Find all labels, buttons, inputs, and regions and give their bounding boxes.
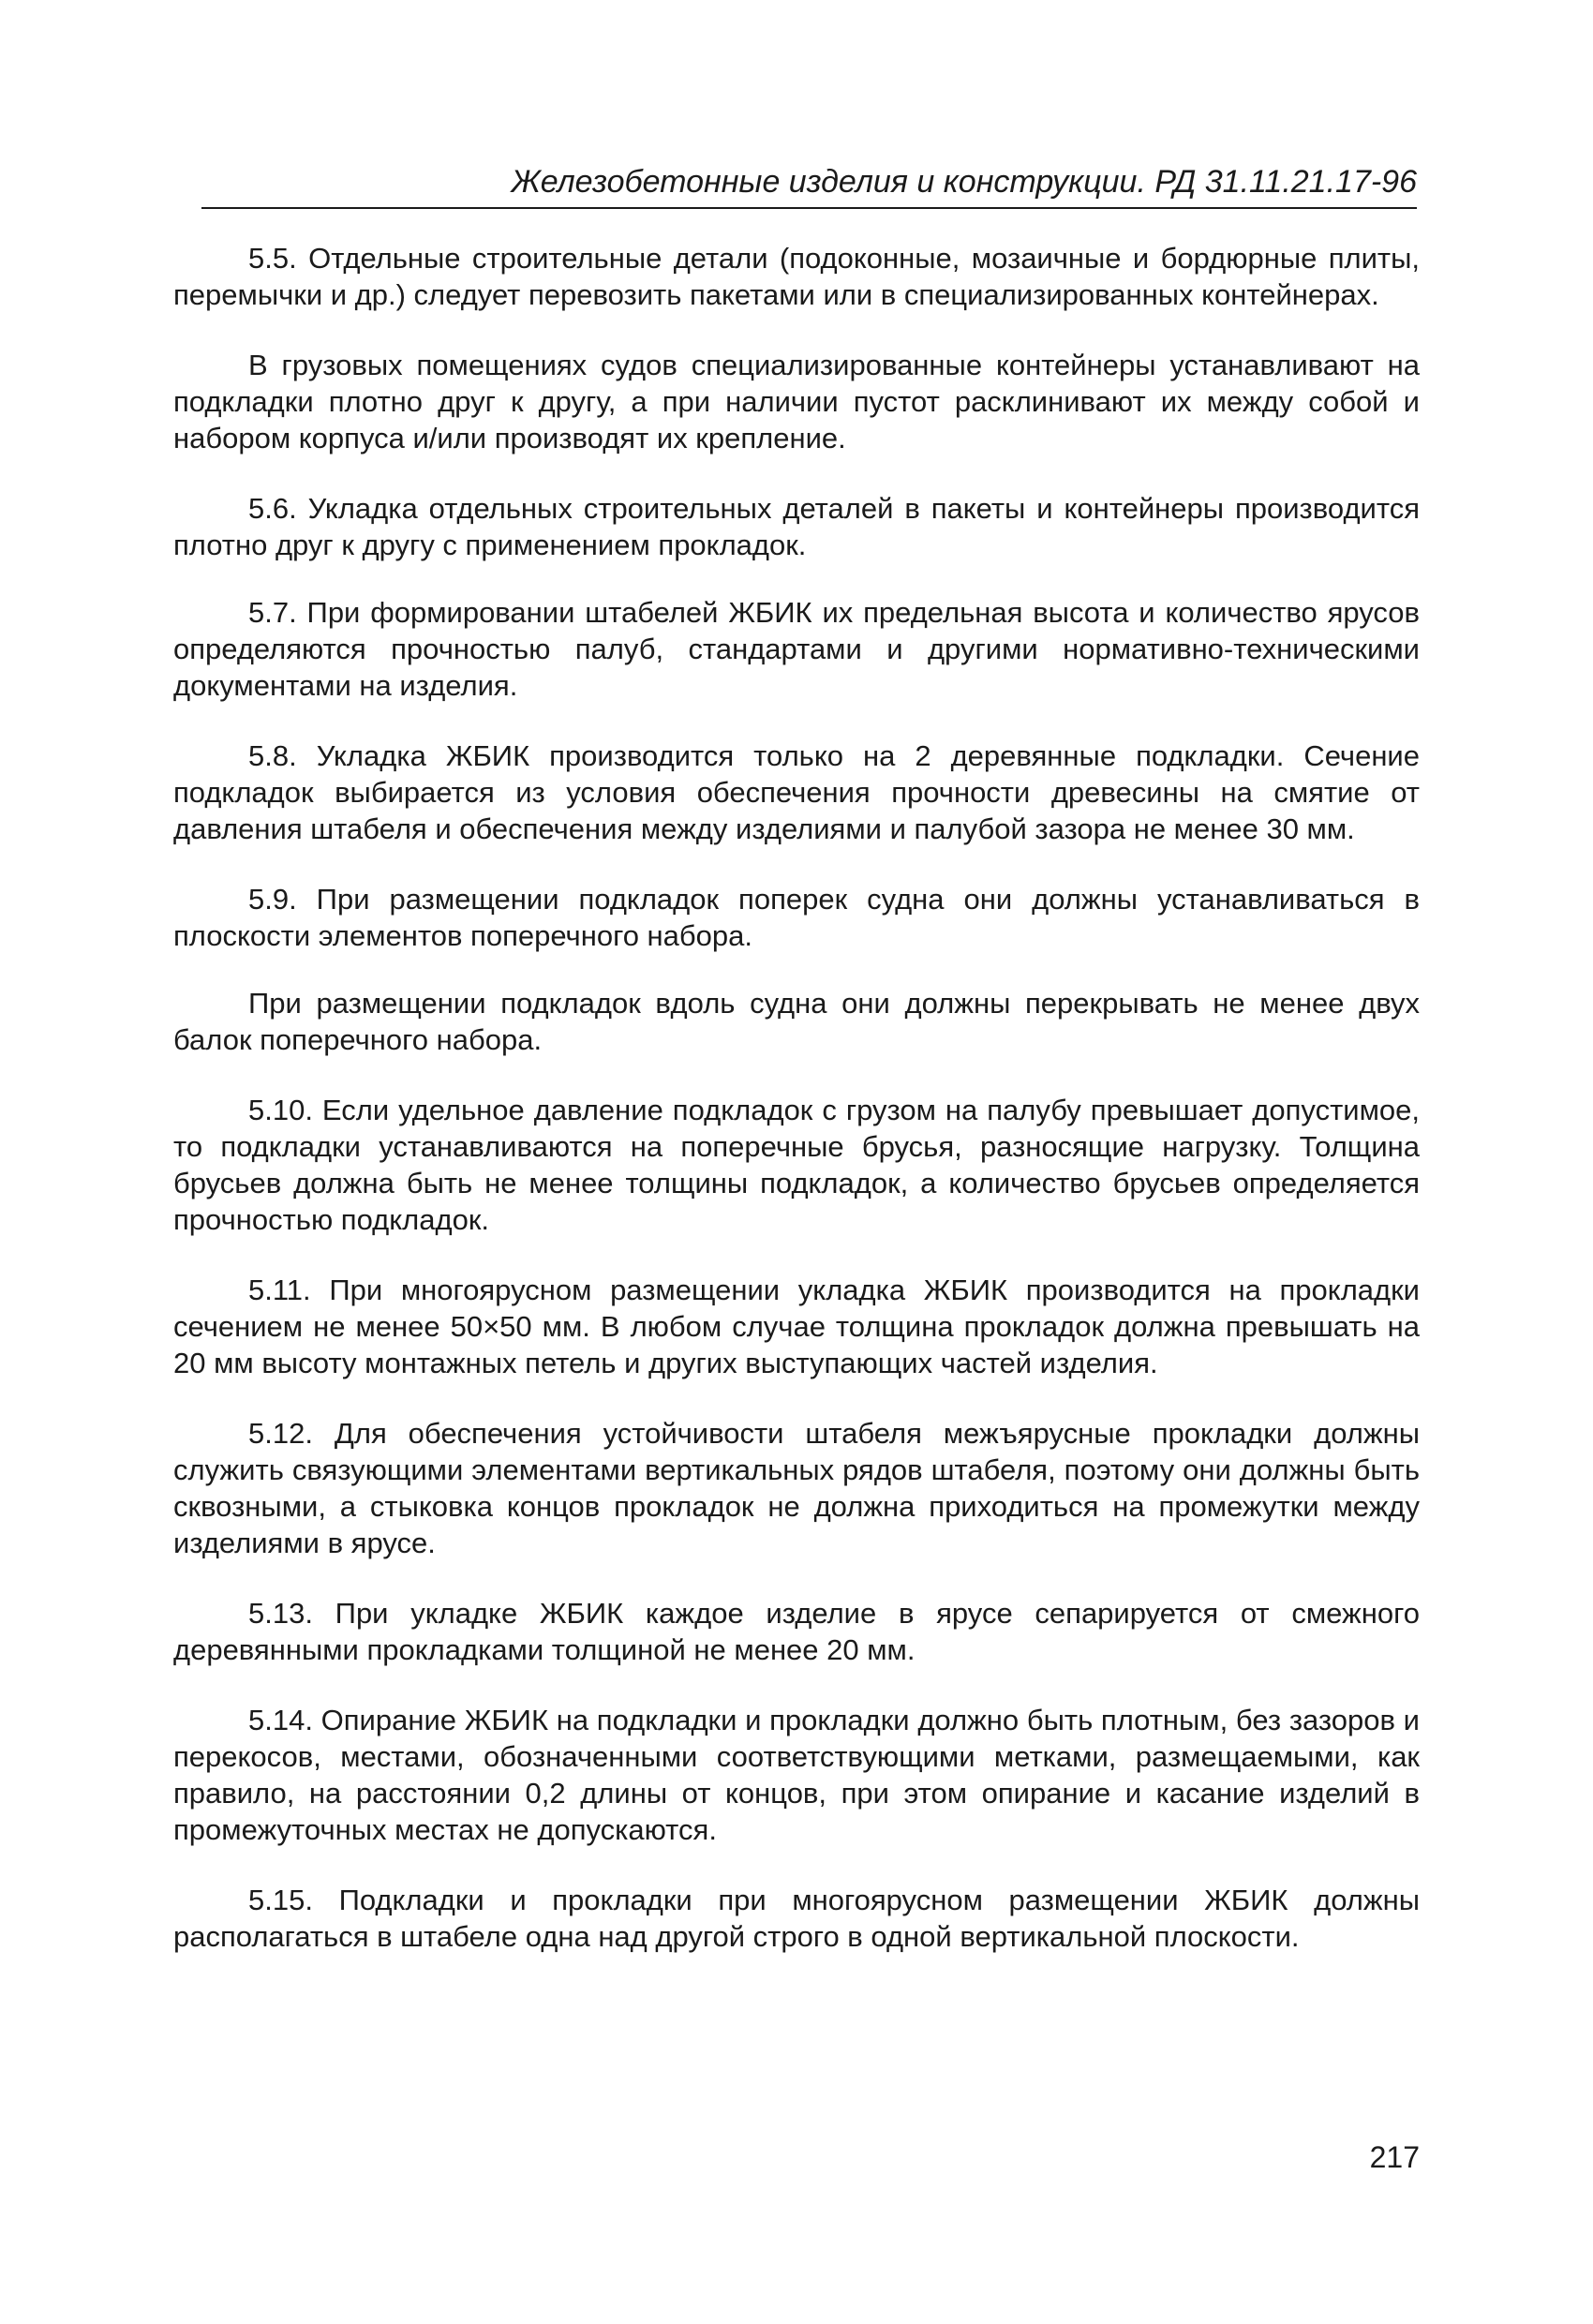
page-number: 217 <box>1369 2140 1420 2174</box>
header-rule <box>201 207 1417 209</box>
paragraph-5-6: 5.6. Укладка отдельных строительных деталей в пакеты и контейнеры производится плотно друг к другу с применением прокладок. <box>173 492 1420 561</box>
paragraph-5-8: 5.8. Укладка ЖБИК производится только на 2 деревянные подкладки. Сечение подкладок выбирается из условия обеспечения прочности древесины на смятие от давления штабеля и обеспечения между изделиями и палубой зазора не менее 30 мм. <box>173 739 1420 845</box>
header-title: Железобетонные изделия и конструкции. РД 31.11.21.17-96 <box>511 164 1417 200</box>
paragraph-5-9: 5.9. При размещении подкладок поперек судна они должны устанавливаться в плоскости элементов поперечного набора. <box>173 883 1420 952</box>
paragraph-5-5-containers: В грузовых помещениях судов специализированные контейнеры устанавливают на подкладки плотно друг к другу, а при наличии пустот расклинивают их между собой и набором корпуса и/или производят их крепление. <box>173 349 1420 454</box>
body-text <box>173 240 1420 1989</box>
paragraph-5-7: 5.7. При формировании штабелей ЖБИК их предельная высота и количество ярусов определяются прочностью палуб, стандартами и другими нормативно-техническими документами на изделия. <box>173 596 1420 702</box>
paragraph-5-13: 5.13. При укладке ЖБИК каждое изделие в ярусе сепарируется от смежного деревянными прокладками толщиной не менее 20 мм. <box>173 1597 1420 1666</box>
paragraph-5-10: 5.10. Если удельное давление подкладок с грузом на палубу превышает допустимое, то подкладки устанавливаются на поперечные брусья, разносящие нагрузку. Толщина брусьев должна быть не менее толщины подкладок, а количество брусьев определяется прочностью подкладок. <box>173 1094 1420 1236</box>
paragraph-5-14: 5.14. Опирание ЖБИК на подкладки и прокладки должно быть плотным, без зазоров и перекосов, местами, обозначенными соответствующими метками, размещаемыми, как правило, на расстоянии 0,2 длины от концов, при этом опирание и касание изделий в промежуточных местах не допускаются. <box>173 1704 1420 1846</box>
paragraph-5-12: 5.12. Для обеспечения устойчивости штабеля межъярусные прокладки должны служить связующими элементами вертикальных рядов штабеля, поэтому они должны быть сквозными, а стыковка концов прокладок не должна приходиться на промежутки между изделиями в ярусе. <box>173 1417 1420 1559</box>
paragraph-5-11: 5.11. При многоярусном размещении укладка ЖБИК производится на прокладки сечением не менее 50×50 мм. В любом случае толщина прокладок должна превышать на 20 мм высоту монтажных петель и других выступающих частей изделия. <box>173 1274 1420 1379</box>
running-header <box>201 157 1417 206</box>
paragraph-5-9-lengthwise: При размещении подкладок вдоль судна они должны перекрывать не менее двух балок поперечного набора. <box>173 987 1420 1056</box>
paragraph-5-15: 5.15. Подкладки и прокладки при многоярусном размещении ЖБИК должны располагаться в штабеле одна над другой строго в одной вертикальной плоскости. <box>173 1884 1420 1953</box>
paragraph-5-5: 5.5. Отдельные строительные детали (подоконные, мозаичные и бордюрные плиты, перемычки и др.) следует перевозить пакетами или в специализированных контейнерах. <box>173 242 1420 311</box>
